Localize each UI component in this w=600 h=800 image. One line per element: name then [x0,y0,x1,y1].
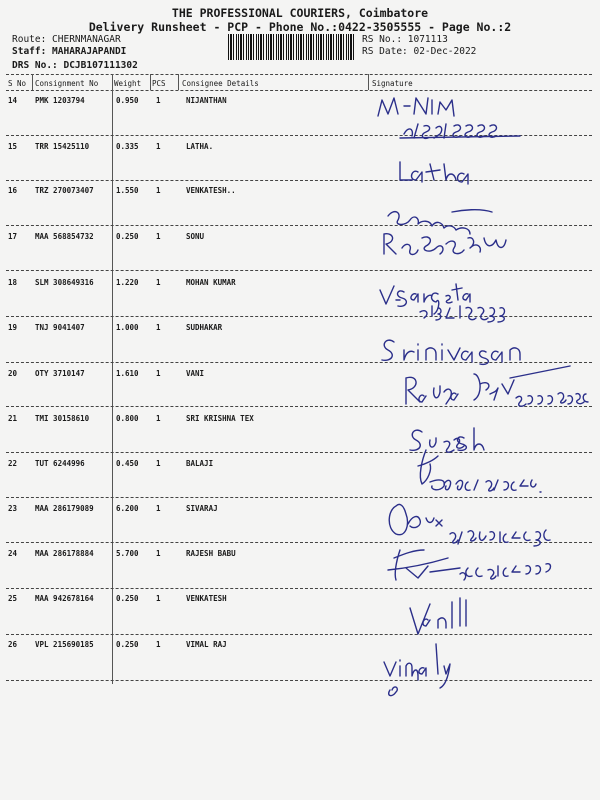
row-pcs: 1 [156,414,161,423]
row-serial-number: 19 [8,323,18,332]
row-consignee: RAJESH BABU [186,549,236,558]
row-weight: 0.800 [116,414,139,423]
row-serial-number: 24 [8,549,18,558]
row-serial-number: 23 [8,504,18,513]
row-serial-number: 17 [8,232,18,241]
row-pcs: 1 [156,640,161,649]
row-consignment-number: MAA 286178884 [35,549,94,558]
row-consignee: VENKATESH.. [186,186,236,195]
rs-date: RS Date: 02-Dec-2022 [362,46,477,57]
drs-number: DRS No.: DCJB107111302 [12,60,138,71]
row-weight: 1.000 [116,323,139,332]
row-serial-number: 14 [8,96,18,105]
row-weight: 0.250 [116,640,139,649]
row-consignment-number: TUT 6244996 [35,459,85,468]
row-pcs: 1 [156,549,161,558]
company-title: THE PROFESSIONAL COURIERS, Coimbatore [171,6,429,20]
runsheet-subtitle: Delivery Runsheet - PCP - Phone No.:0422-3505555 - Page No.:2 [88,20,512,34]
row-weight: 0.450 [116,459,139,468]
row-serial-number: 20 [8,369,18,378]
row-consignment-number: TNJ 9041407 [35,323,85,332]
row-consignee: VENKATESH [186,594,227,603]
row-weight: 0.950 [116,96,139,105]
row-serial-number: 21 [8,414,18,423]
row-pcs: 1 [156,232,161,241]
col-header-sno: S No [8,79,27,88]
row-pcs: 1 [156,459,161,468]
col-header-signature: Signature [372,79,413,88]
row-consignee: BALAJI [186,459,214,468]
row-pcs: 1 [156,323,161,332]
row-consignment-number: MAA 942678164 [35,594,94,603]
row-consignment-number: TRR 15425110 [35,142,90,151]
row-pcs: 1 [156,369,161,378]
route-label: Route: CHERNMANAGAR [12,34,121,45]
row-consignee: SONU [186,232,205,241]
row-consignment-number: VPL 215690185 [35,640,94,649]
row-consignee: VANI [186,369,205,378]
row-weight: 0.250 [116,594,139,603]
signature-scribbles [360,88,600,700]
row-serial-number: 16 [8,186,18,195]
col-divider [178,74,179,90]
row-weight: 0.250 [116,232,139,241]
row-weight: 6.200 [116,504,139,513]
barcode-image [228,34,356,60]
row-pcs: 1 [156,504,161,513]
row-consignee: SIVARAJ [186,504,218,513]
row-weight: 1.610 [116,369,139,378]
row-serial-number: 25 [8,594,18,603]
col-header-consignment: Consignment No [35,79,99,88]
table-top-rule [6,74,592,75]
row-serial-number: 22 [8,459,18,468]
row-consignment-number: MAA 568854732 [35,232,94,241]
col-divider [150,74,151,90]
row-pcs: 1 [156,96,161,105]
row-weight: 0.335 [116,142,139,151]
row-consignee: SUDHAKAR [186,323,223,332]
col-divider [112,74,113,684]
row-consignment-number: TMI 30158610 [35,414,90,423]
row-pcs: 1 [156,278,161,287]
row-pcs: 1 [156,186,161,195]
row-consignment-number: OTY 3710147 [35,369,85,378]
row-pcs: 1 [156,594,161,603]
rs-number: RS No.: 1071113 [362,34,448,45]
row-weight: 1.220 [116,278,139,287]
row-consignment-number: MAA 286179089 [35,504,94,513]
row-consignee: VIMAL RAJ [186,640,227,649]
row-consignee: SRI KRISHNA TEX [186,414,254,423]
col-divider [32,74,33,90]
row-consignee: NIJANTHAN [186,96,227,105]
row-consignment-number: PMK 1203794 [35,96,85,105]
row-serial-number: 18 [8,278,18,287]
col-header-weight: Weight [114,79,142,88]
staff-label: Staff: MAHARAJAPANDI [12,46,127,57]
col-header-consignee: Consignee Details [182,79,259,88]
row-weight: 1.550 [116,186,139,195]
col-header-pcs: PCS [152,79,166,88]
row-weight: 5.700 [116,549,139,558]
row-serial-number: 26 [8,640,18,649]
row-consignee: LATHA. [186,142,214,151]
row-pcs: 1 [156,142,161,151]
row-serial-number: 15 [8,142,18,151]
row-consignee: MOHAN KUMAR [186,278,236,287]
row-consignment-number: SLM 308649316 [35,278,94,287]
row-consignment-number: TRZ 270073407 [35,186,94,195]
